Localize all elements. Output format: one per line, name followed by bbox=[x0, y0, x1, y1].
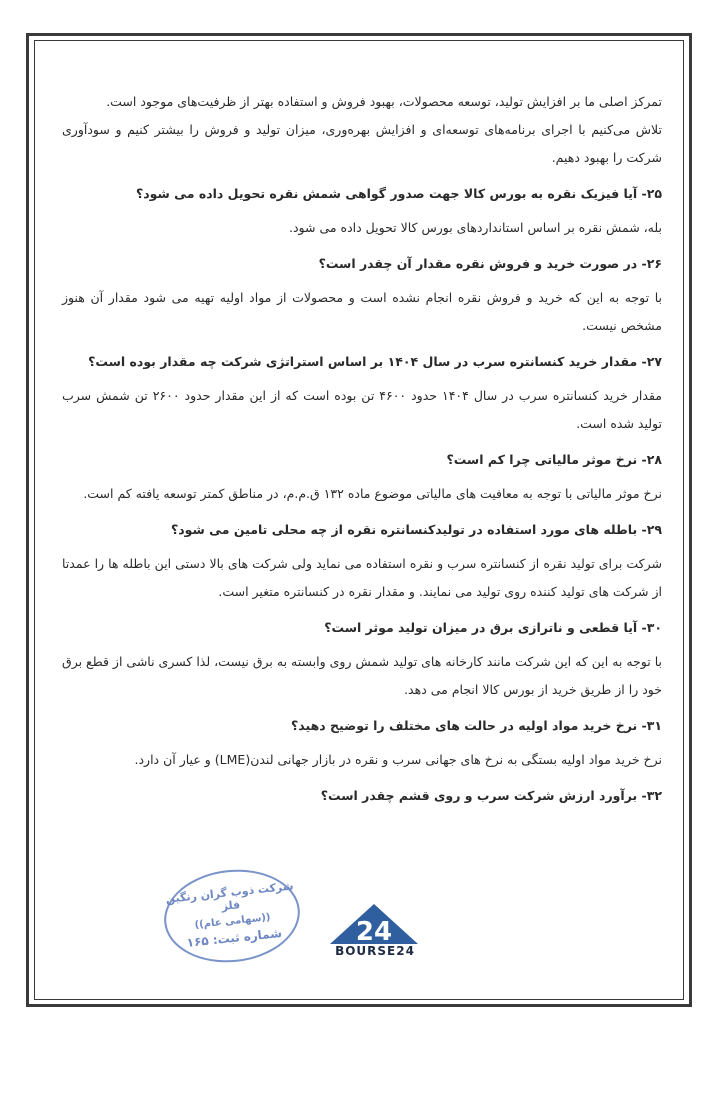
question-25: ۲۵- آیا فیزیک نقره به بورس کالا جهت صدور گواهی شمش نقره تحویل داده می شود؟ bbox=[135, 186, 662, 201]
answer-29: شرکت برای تولید نقره از کنسانتره سرب و نقره استفاده می نماید ولی شرکت های بالا دستی این باطله ها را عمدتا از شرکت های تولید کننده روی تولید می نمایند. و مقدار نقره در کنسانتره متغیر است. bbox=[62, 556, 662, 599]
logo-wordmark: BOURSE24 bbox=[335, 944, 415, 958]
question-28: ۲۸- نرخ موثر مالیاتی چرا کم است؟ bbox=[446, 452, 662, 467]
answer-26: با توجه به این که خرید و فروش نقره انجام نشده است و محصولات از مواد اولیه تهیه می شود مقدار آن هنوز مشخص نیست. bbox=[62, 290, 662, 333]
intro-paragraph-1: تمرکز اصلی ما بر افزایش تولید، توسعه محصولات، بهبود فروش و استفاده بهتر از ظرفیت‌های موجود است. bbox=[106, 94, 662, 109]
answer-27: مقدار خرید کنسانتره سرب در سال ۱۴۰۴ حدود ۴۶۰۰ تن بوده است که از این مقدار حدود ۲۶۰۰ تن شمش سرب تولید شده است. bbox=[62, 388, 662, 431]
seal-company-name: شرکت ذوب گران رنگین فلز bbox=[165, 879, 295, 913]
seal-registration-number: شماره ثبت: ۱۶۵ bbox=[186, 925, 283, 950]
question-30: ۳۰- آیا قطعی و ناترازی برق در میزان تولید موثر است؟ bbox=[324, 620, 662, 635]
bourse24-logo-icon bbox=[318, 900, 430, 970]
answer-25: بله، شمش نقره بر اساس استانداردهای بورس کالا تحویل داده می شود. bbox=[289, 220, 662, 235]
question-26: ۲۶- در صورت خرید و فروش نقره مقدار آن چقدر است؟ bbox=[318, 256, 662, 271]
question-32: ۳۲- برآورد ارزش شرکت سرب و روی قشم چقدر است؟ bbox=[320, 788, 662, 803]
intro-paragraph-2: تلاش می‌کنیم با اجرای برنامه‌های توسعه‌ای و افزایش بهره‌وری، میزان تولید و فروش را بیشتر کنیم و سودآوری شرکت را بهبود دهیم. bbox=[62, 122, 662, 165]
question-29: ۲۹- باطله های مورد استفاده در تولیدکنسانتره نقره از چه محلی تامین می شود؟ bbox=[170, 522, 662, 537]
answer-30: با توجه به این که این شرکت مانند کارخانه های تولید شمش روی وابسته به برق نیست، لذا کسری ناشی از قطع برق خود را از طریق خرید از بورس کالا انجام می دهد. bbox=[62, 654, 662, 697]
seal-company-type: ((سهامی عام)) bbox=[194, 912, 272, 931]
question-27: ۲۷- مقدار خرید کنسانتره سرب در سال ۱۴۰۴ بر اساس استراتژی شرکت چه مقدار بوده است؟ bbox=[88, 354, 662, 369]
logo-24-mark: 24 bbox=[355, 917, 393, 947]
answer-31: نرخ خرید مواد اولیه بستگی به نرخ های جهانی سرب و نقره در بازار جهانی لندن(LME) و عیار آن دارد. bbox=[134, 752, 662, 767]
document-body bbox=[62, 88, 662, 812]
answer-28: نرخ موثر مالیاتی با توجه به معافیت های مالیاتی موضوع ماده ۱۳۲ ق.م.م، در مناطق کمتر توسعه یافته کم است. bbox=[83, 486, 662, 501]
question-31: ۳۱- نرخ خرید مواد اولیه در حالت های مختلف را توضیح دهید؟ bbox=[291, 718, 662, 733]
